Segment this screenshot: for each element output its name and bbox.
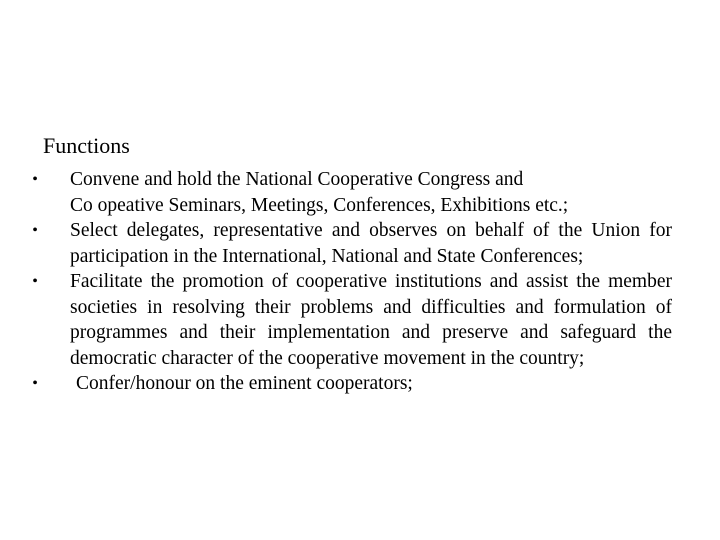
list-item [28,269,672,371]
list-item [28,167,672,218]
slide-heading: Functions [43,133,130,158]
bullet-text: Facilitate the promotion of cooperative institutions and assist the member societies in resolving their problems and difficulties and formulation of programmes and their implementation and preserve and safeguard the democratic character of the cooperative movement in the country; [70,271,672,369]
list-item [28,218,672,269]
bullet-icon: • [32,222,38,239]
bullet-text-line: Convene and hold the National Cooperative Congress and [70,169,524,190]
list-item [28,371,672,397]
bullet-text-line: Co opeative Seminars, Meetings, Conferences, Exhibitions etc.; [70,194,569,216]
bullet-text: Confer/honour on the eminent cooperators; [76,373,413,394]
bullet-list [28,167,672,397]
bullet-icon: • [32,273,38,290]
bullet-icon: • [32,375,38,392]
bullet-text: Select delegates, representative and observes on behalf of the Union for participation in the International, National and State Conferences; [70,220,672,267]
bullet-icon: • [32,171,38,188]
